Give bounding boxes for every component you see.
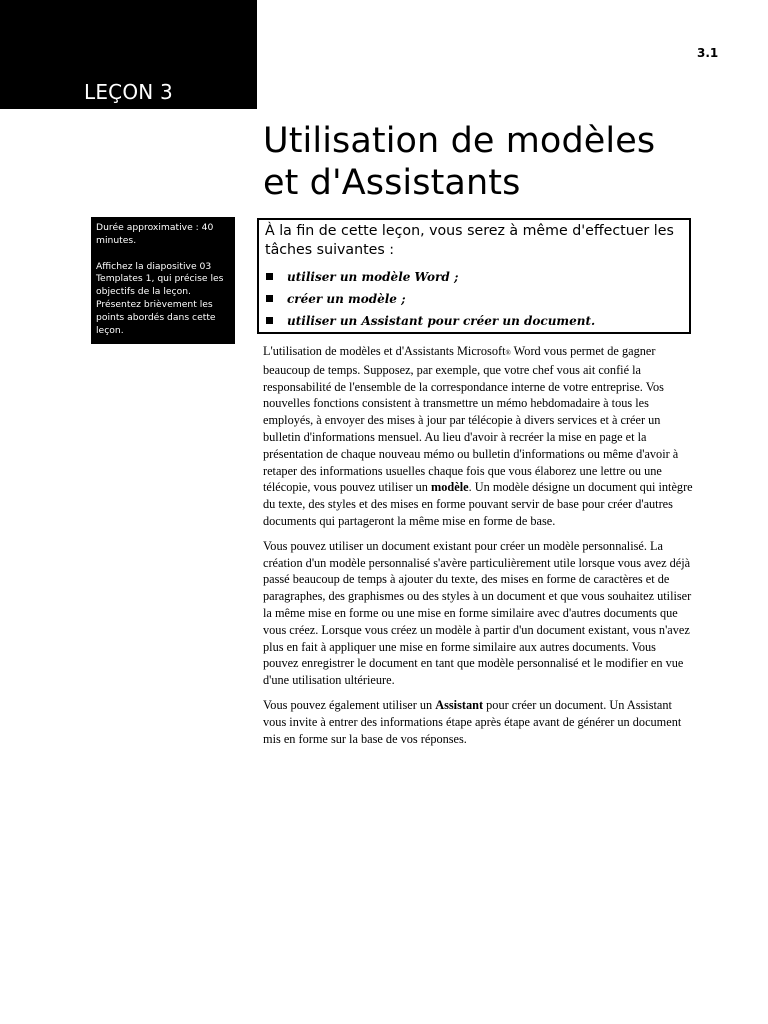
title-line-1: Utilisation de modèles — [263, 121, 656, 161]
p1-middle: Word vous permet de gagner beaucoup de temps. Supposez, par exemple, que votre chef vous ait confié la responsabilité de l'ensemble de la correspondance interne de votre entreprise. Vos nouvelles fonctions consistent à transmettre un mémo hebdomadaire à tous les employés, à envoyer des mises à jour par télécopie à divers services et à créer un bulletin d'informations mensuel. Au lieu d'avoir à recréer la mise en page et la présentation de chaque nouveau mémo ou bulletin d'informations ou même d'avoir à retaper des informations usuelles chaque fois que vous élaborez une lettre ou une télécopie, vous pouvez utiliser un — [263, 344, 679, 495]
objectives-box — [257, 218, 691, 334]
page-number: 3.1 — [697, 46, 719, 60]
body-paragraph-1 — [263, 343, 693, 530]
p3-end: pour créer un document. Un Assistant vous invite à entrer des informations étape après étape avant de générer un document mis en forme sur la base de vos réponses. — [263, 697, 682, 746]
square-bullet-icon — [266, 273, 273, 280]
p1-end: . Un modèle désigne un document qui intègre du texte, des styles et des mises en forme pouvant servir de base pour créer d'autres documents qui partageront la même mise en forme de base. — [263, 480, 693, 528]
instruction-note: Affichez la diapositive 03 Templates 1, qui précise les objectifs de la leçon. Présentez brièvement les points abordés dans cette leçon. — [96, 260, 224, 336]
objective-text: créer un modèle ; — [287, 292, 406, 306]
objective-item — [265, 310, 683, 332]
objective-text: utiliser un Assistant pour créer un document. — [287, 314, 596, 328]
page-title — [263, 120, 733, 204]
duration-note: Durée approximative : 40 minutes. — [96, 222, 214, 246]
term-assistant: Assistant — [435, 697, 484, 712]
lesson-label: LEÇON 3 — [84, 80, 173, 104]
objective-item — [265, 266, 683, 288]
body-paragraph-3 — [263, 697, 693, 747]
instructor-sidebar-note — [91, 217, 235, 344]
square-bullet-icon — [266, 295, 273, 302]
registered-mark: ® — [505, 349, 511, 357]
body-paragraph-2: Vous pouvez utiliser un document existant pour créer un modèle personnalisé. La création d'un modèle personnalisé s'avère particulièrement utile lorsque vous avez déjà passé beaucoup de temps à ajouter du texte, des mises en forme de caractères et de paragraphes, des graphismes ou des styles à un document et que vous souhaitez utiliser la même mise en forme ou une mise en forme similaire avec d'autres documents que vous créez. Lorsque vous créez un modèle à partir d'un document existant, vous n'avez plus en fait à appliquer une mise en forme similaire aux autres documents. Vous pouvez enregistrer le document en tant que modèle personnalisé et le modifier en vue d'une utilisation ultérieure. — [263, 538, 692, 688]
p3-start: Vous pouvez également utiliser un — [263, 697, 436, 712]
term-modele: modèle — [431, 480, 469, 495]
objectives-list — [265, 266, 683, 332]
body-text — [263, 343, 693, 755]
p1-start: L'utilisation de modèles et d'Assistants Microsoft — [263, 344, 506, 358]
title-line-2: et d'Assistants — [263, 163, 521, 203]
objective-text: utiliser un modèle Word ; — [287, 270, 459, 284]
objective-item — [265, 288, 683, 310]
objectives-intro: À la fin de cette leçon, vous serez à même d'effectuer les tâches suivantes : — [265, 223, 674, 258]
square-bullet-icon — [266, 317, 273, 324]
